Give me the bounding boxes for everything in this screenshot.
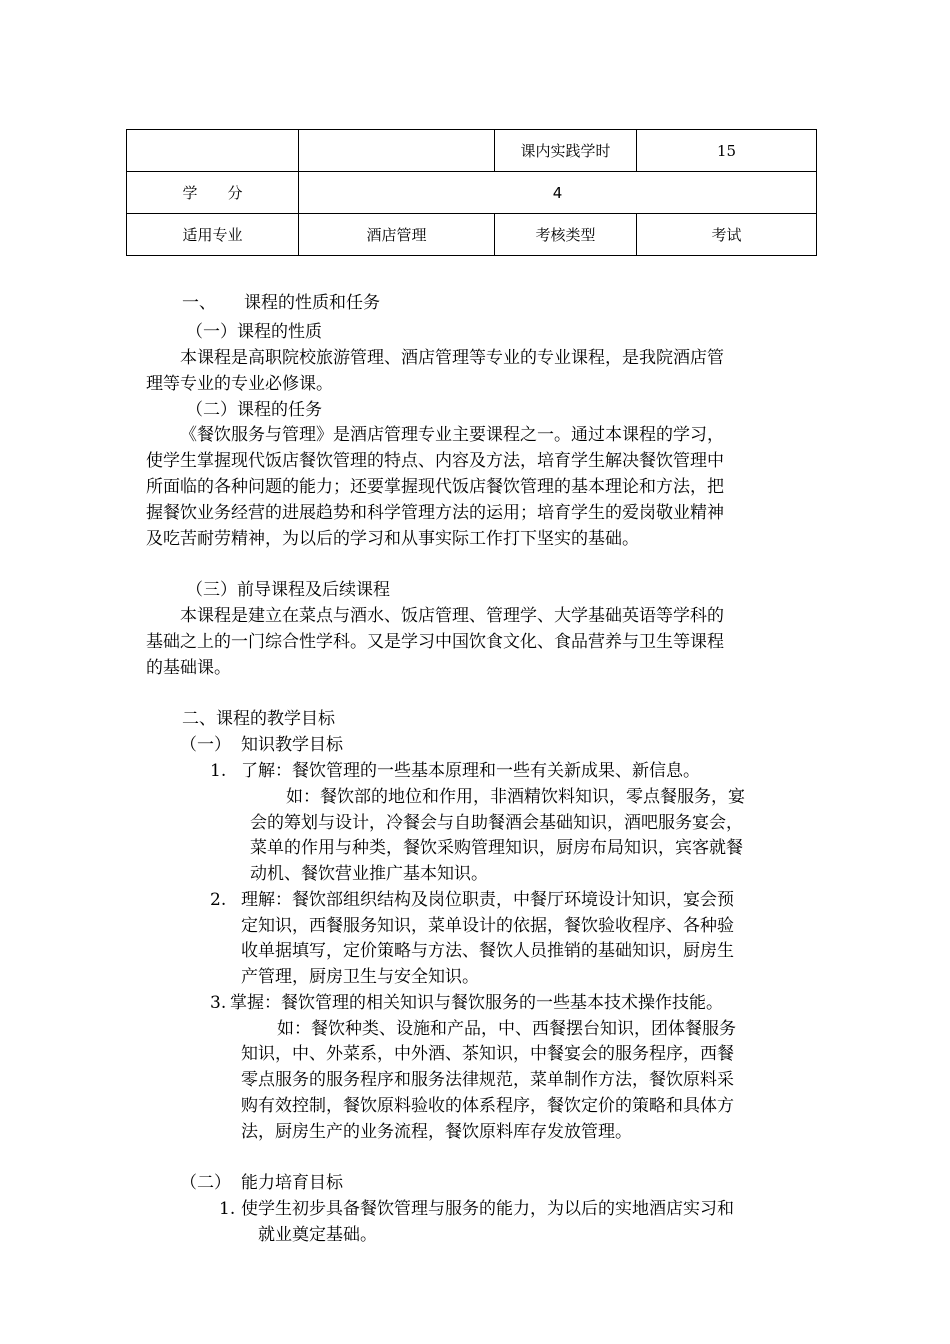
major-label: 适用专业 [127, 214, 299, 256]
major-value: 酒店管理 [299, 214, 495, 256]
list-item-text: 掌握：餐饮管理的相关知识与餐饮服务的一些基本技术操作技能。 [230, 993, 723, 1013]
section-1-number: 一、 [182, 293, 216, 313]
paragraph-line: 理等专业的专业必修课。 [146, 374, 333, 394]
list-item-text: 就业奠定基础。 [258, 1225, 377, 1245]
table-row [127, 172, 817, 214]
list-item-text: 使学生初步具备餐饮管理与服务的能力，为以后的实地酒店实习和 [241, 1199, 734, 1219]
exam-type-label: 考核类型 [495, 214, 637, 256]
example-line: 知识，中、外菜系，中外酒、茶知识，中餐宴会的服务程序，西餐 [241, 1044, 734, 1064]
list-item-text: 定知识，西餐服务知识，菜单设计的依据，餐饮验收程序、各种验 [241, 916, 734, 936]
paragraph-line: 本课程是建立在菜点与酒水、饭店管理、管理学、大学基础英语等学科的 [180, 606, 724, 626]
paragraph-line: 《餐饮服务与管理》是酒店管理专业主要课程之一。通过本课程的学习， [180, 425, 724, 445]
table-row [127, 130, 817, 172]
paragraph-line: 握餐饮业务经营的进展趋势和科学管理方法的运用；培育学生的爱岗敬业精神 [146, 503, 724, 523]
subsection-2-1-number: （一） [180, 735, 231, 755]
section-1-title: 课程的性质和任务 [244, 293, 380, 313]
exam-type-value: 考试 [637, 214, 817, 256]
subsection-1-1-title: （一）课程的性质 [186, 322, 322, 342]
list-number: 1. [219, 1199, 236, 1219]
example-line: 动机、餐饮营业推广基本知识。 [250, 864, 488, 884]
subsection-1-3-title: （三）前导课程及后续课程 [186, 580, 390, 600]
paragraph-line: 及吃苦耐劳精神，为以后的学习和从事实际工作打下坚实的基础。 [146, 529, 639, 549]
list-number: 1. [210, 761, 227, 781]
section-2-title: 二、课程的教学目标 [182, 709, 335, 729]
practice-hours-value: 15 [637, 130, 817, 172]
course-info-table [126, 129, 817, 256]
example-line: 会的筹划与设计，冷餐会与自助餐酒会基础知识，酒吧服务宴会， [250, 813, 743, 833]
list-item-text: 了解：餐饮管理的一些基本原理和一些有关新成果、新信息。 [241, 761, 700, 781]
credits-label: 学 分 [127, 172, 299, 214]
subsection-2-2-title: 能力培育目标 [241, 1173, 343, 1193]
table-row [127, 214, 817, 256]
paragraph-line: 基础之上的一门综合性学科。又是学习中国饮食文化、食品营养与卫生等课程 [146, 632, 724, 652]
list-item-text: 理解：餐饮部组织结构及岗位职责，中餐厅环境设计知识，宴会预 [241, 890, 734, 910]
example-line: 购有效控制，餐饮原料验收的体系程序，餐饮定价的策略和具体方 [241, 1096, 734, 1116]
example-line: 法，厨房生产的业务流程，餐饮原料库存发放管理。 [241, 1122, 632, 1142]
subsection-2-2-number: （二） [180, 1173, 231, 1193]
example-line: 如：餐饮种类、设施和产品，中、西餐摆台知识，团体餐服务 [277, 1019, 736, 1039]
subsection-2-1-title: 知识教学目标 [241, 735, 343, 755]
credits-value: 4 [299, 172, 817, 214]
subsection-1-2-title: （二）课程的任务 [186, 400, 322, 420]
paragraph-line: 的基础课。 [146, 658, 231, 678]
paragraph-line: 所面临的各种问题的能力；还要掌握现代饭店餐饮管理的基本理论和方法，把 [146, 477, 724, 497]
paragraph-line: 使学生掌握现代饭店餐饮管理的特点、内容及方法，培育学生解决餐饮管理中 [146, 451, 724, 471]
paragraph-line: 本课程是高职院校旅游管理、酒店管理等专业的专业课程，是我院酒店管 [180, 348, 724, 368]
list-number: 2. [210, 890, 227, 910]
example-line: 零点服务的服务程序和服务法律规范，菜单制作方法，餐饮原料采 [241, 1070, 734, 1090]
example-line: 如：餐饮部的地位和作用，非酒精饮料知识，零点餐服务，宴 [286, 787, 745, 807]
list-item-text: 收单据填写，定价策略与方法、餐饮人员推销的基础知识，厨房生 [241, 941, 734, 961]
table-cell-empty [299, 130, 495, 172]
practice-hours-label: 课内实践学时 [495, 130, 637, 172]
list-item-text: 产管理，厨房卫生与安全知识。 [241, 967, 479, 987]
table-cell-empty [127, 130, 299, 172]
list-number: 3. [210, 993, 227, 1013]
example-line: 菜单的作用与种类，餐饮采购管理知识，厨房布局知识，宾客就餐 [250, 838, 743, 858]
